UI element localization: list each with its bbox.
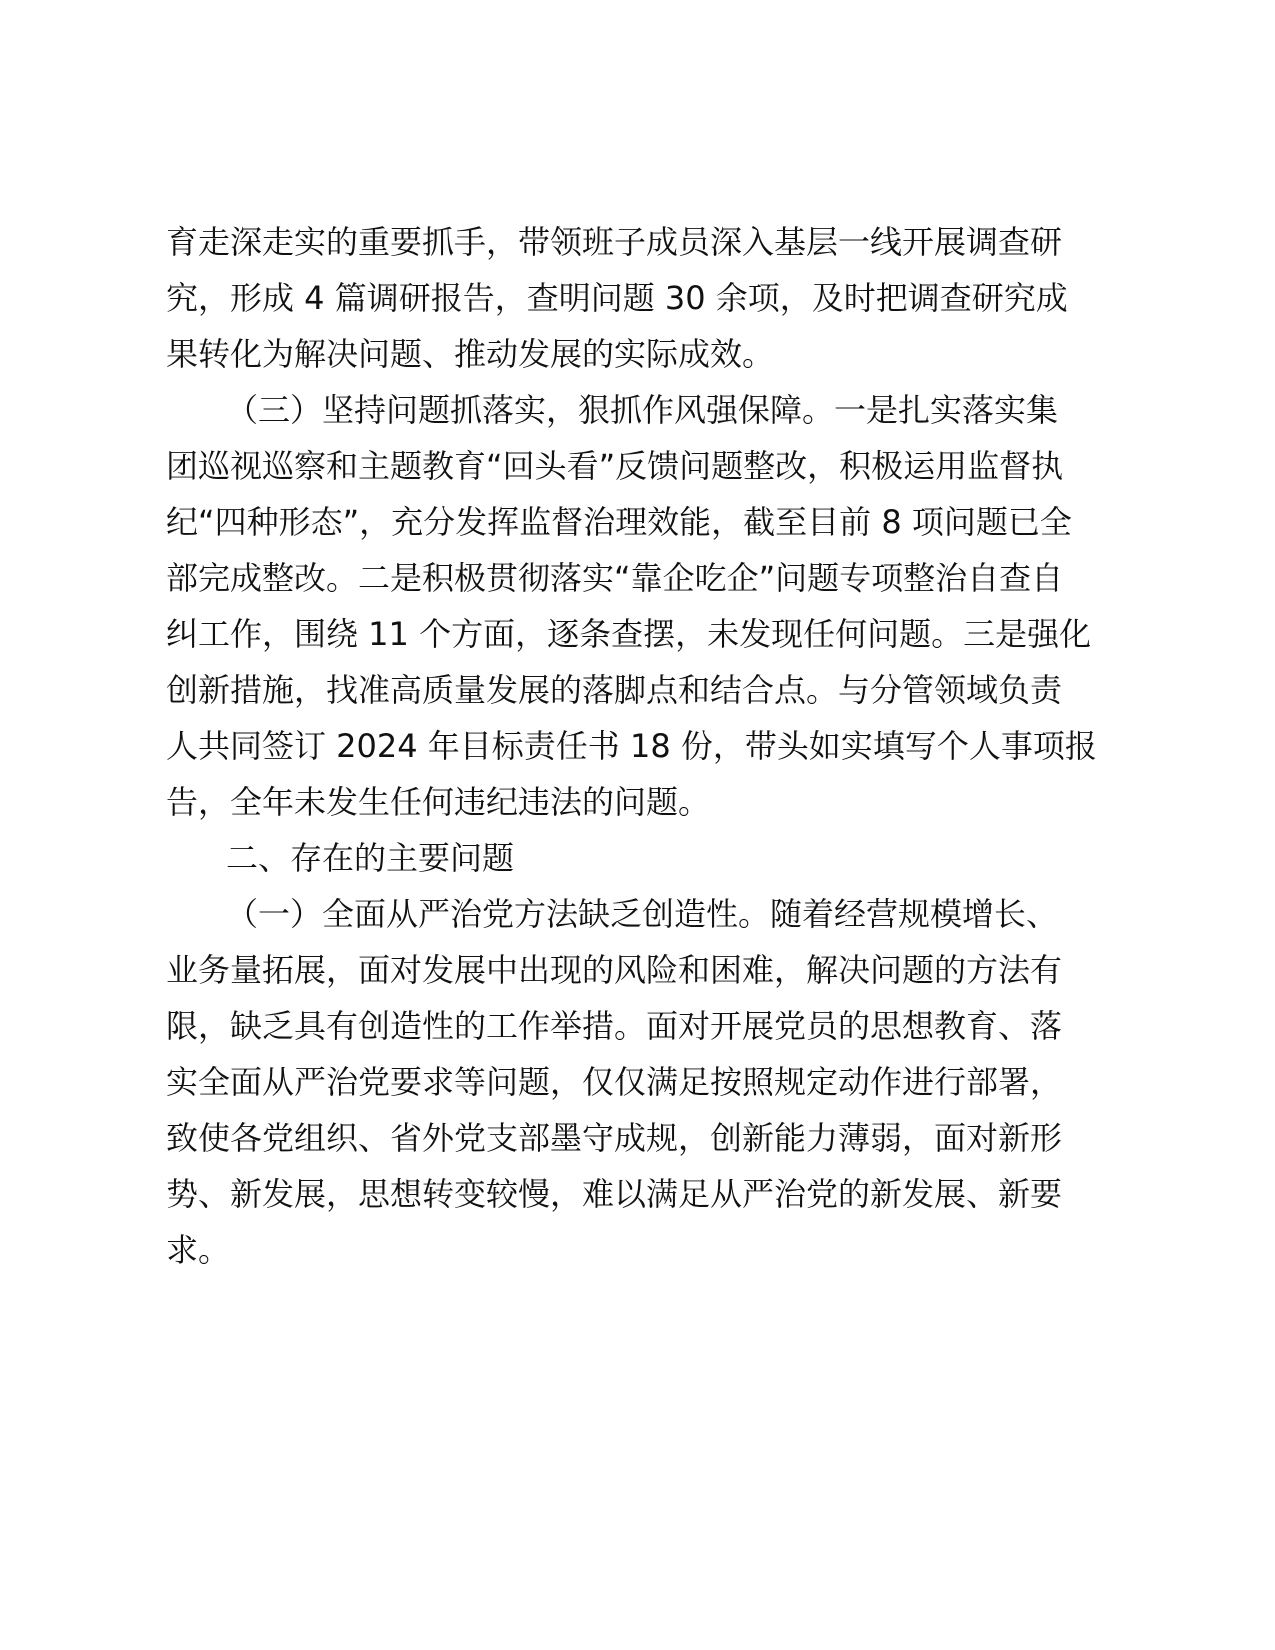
- paragraph-line: 限，缺乏具有创造性的工作举措。面对开展党员的思想教育、落: [166, 1007, 1063, 1045]
- paragraph-line: 创新措施，找准高质量发展的落脚点和结合点。与分管领域负责: [166, 671, 1063, 709]
- paragraph-line: 团巡视巡察和主题教育“回头看”反馈问题整改，积极运用监督执: [166, 447, 1064, 485]
- paragraph-line: 果转化为解决问题、推动发展的实际成效。: [166, 335, 775, 373]
- paragraph-line: 纠工作，围绕 11 个方面，逐条查摆，未发现任何问题。三是强化: [166, 615, 1092, 653]
- paragraph-line: 实全面从严治党要求等问题，仅仅满足按照规定动作进行部署，: [166, 1063, 1063, 1101]
- paragraph-line: 求。: [166, 1231, 231, 1269]
- paragraph-line: 育走深走实的重要抓手，带领班子成员深入基层一线开展调查研: [166, 223, 1063, 261]
- paragraph-line: 致使各党组织、省外党支部墨守成规，创新能力薄弱，面对新形: [166, 1119, 1063, 1157]
- paragraph-line: 业务量拓展，面对发展中出现的风险和困难，解决问题的方法有: [166, 951, 1063, 989]
- paragraph-line: 告，全年未发生任何违纪违法的问题。: [166, 783, 711, 821]
- paragraph-line: 势、新发展，思想转变较慢，难以满足从严治党的新发展、新要: [166, 1175, 1063, 1213]
- paragraph-line: 究，形成 4 篇调研报告，查明问题 30 余项，及时把调查研究成: [166, 279, 1068, 317]
- paragraph-line: 人共同签订 2024 年目标责任书 18 份，带头如实填写个人事项报: [166, 727, 1097, 765]
- paragraph-line: 纪“四种形态”，充分发挥监督治理效能，截至目前 8 项问题已全: [166, 503, 1072, 541]
- paragraph-line: 部完成整改。二是积极贯彻落实“靠企吃企”问题专项整治自查自: [166, 559, 1064, 597]
- paragraph-line-indented: （三）坚持问题抓落实，狠抓作风强保障。一是扎实落实集: [226, 391, 1059, 429]
- section-heading: 二、存在的主要问题: [226, 839, 515, 877]
- paragraph-line-indented: （一）全面从严治党方法缺乏创造性。随着经营规模增长、: [226, 895, 1059, 933]
